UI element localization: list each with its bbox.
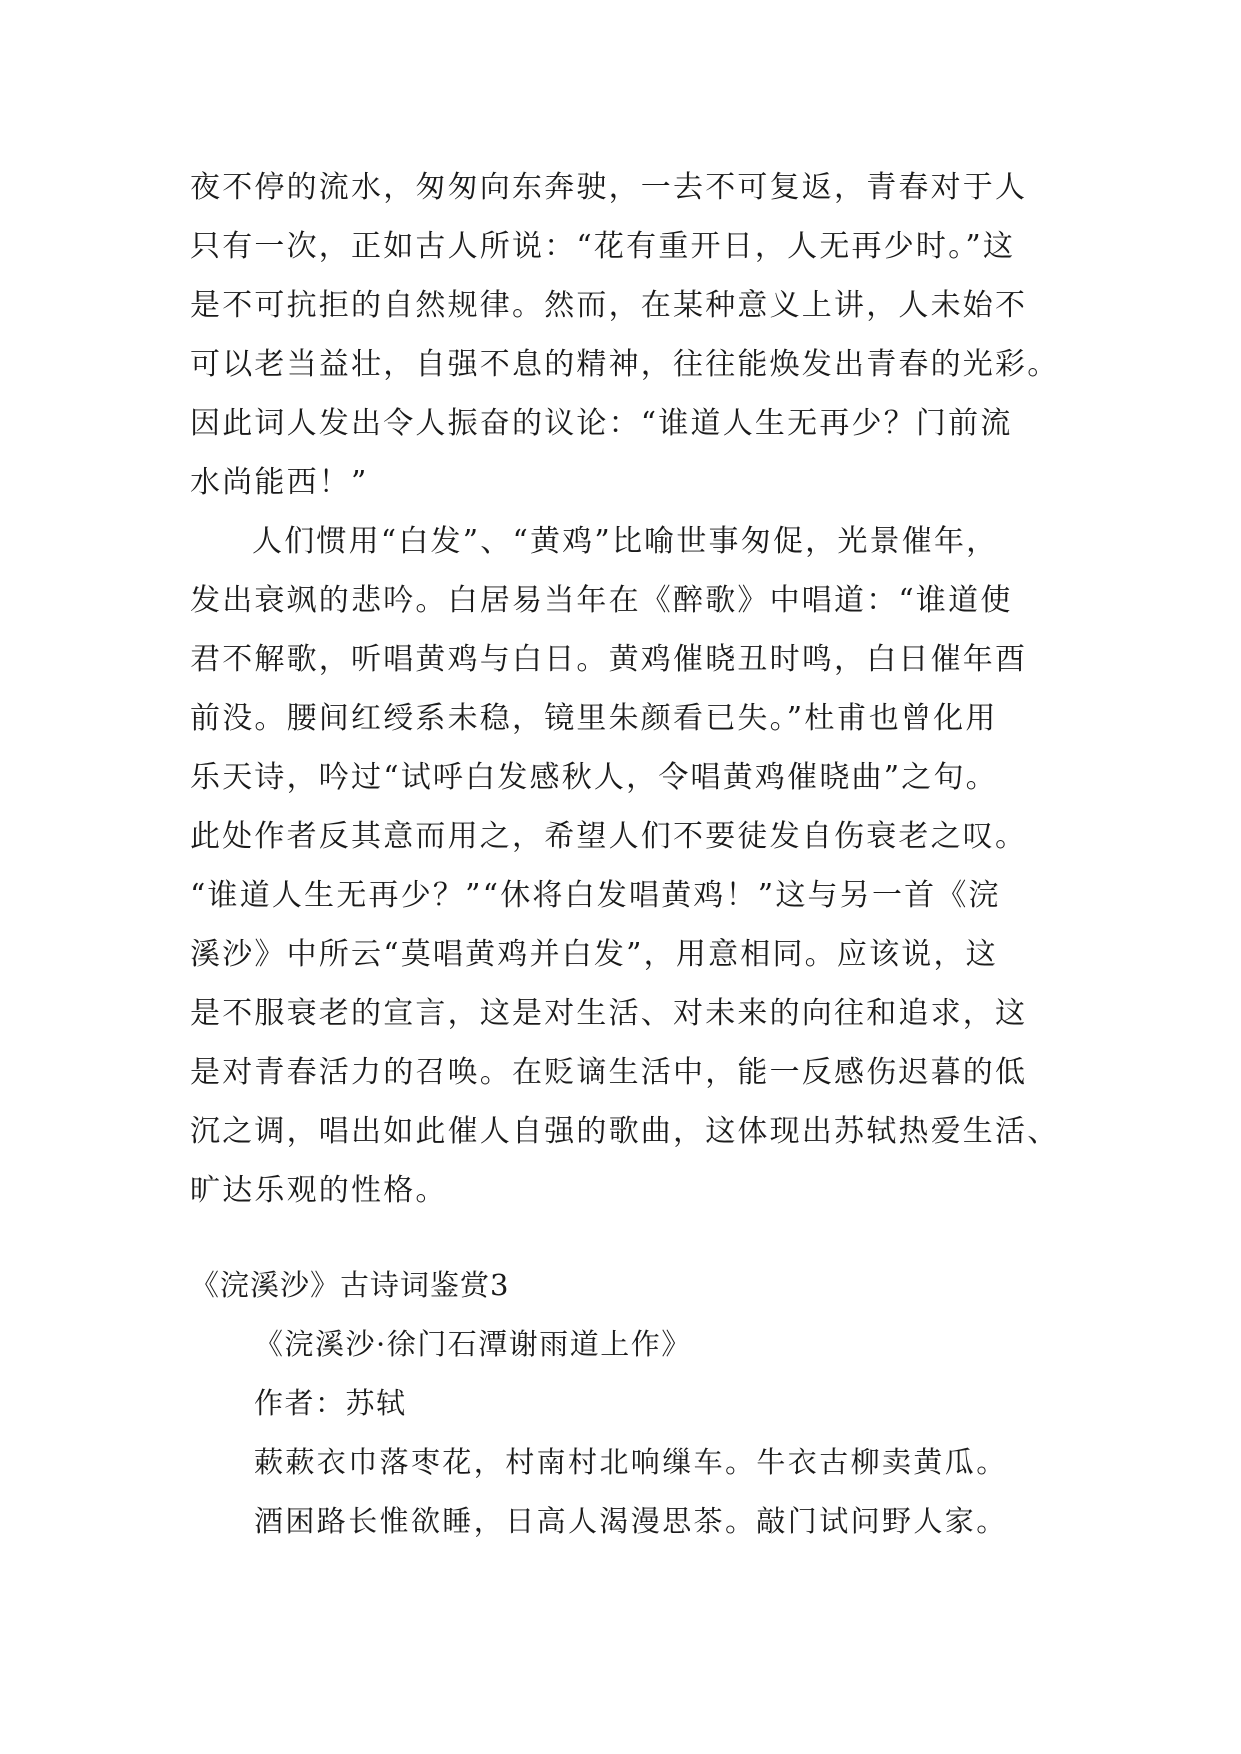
text-line: 是不服衰老的宣言，这是对生活、对未来的向往和追求，这 xyxy=(190,996,1028,1031)
text-line: 夜不停的流水，匆匆向东奔驶，一去不可复返，青春对于人 xyxy=(190,170,1028,205)
text-line: 可以老当益壮，自强不息的精神，往往能焕发出青春的光彩。 xyxy=(190,347,1060,382)
text-line: 因此词人发出令人振奋的议论：“谁道人生无再少？门前流 xyxy=(190,406,1013,441)
text-line: 沉之调，唱出如此催人自强的歌曲，这体现出苏轼热爱生活、 xyxy=(190,1114,1060,1149)
section-title: 《浣溪沙》古诗词鉴赏3 xyxy=(190,1268,510,1302)
poem-line: 蔌蔌衣巾落枣花，村南村北响缫车。牛衣古柳卖黄瓜。 xyxy=(254,1445,1008,1479)
text-line: 溪沙》中所云“莫唱黄鸡并白发”，用意相同。应该说，这 xyxy=(190,937,998,972)
poem-line: 酒困路长惟欲睡，日高人渴漫思茶。敲门试问野人家。 xyxy=(254,1504,1008,1538)
text-line: 君不解歌，听唱黄鸡与白日。黄鸡催晓丑时鸣，白日催年酉 xyxy=(190,642,1028,677)
poem-section xyxy=(190,1256,1090,1551)
body-text xyxy=(190,158,1060,1220)
text-line: 乐天诗，吟过“试呼白发感秋人，令唱黄鸡催晓曲”之句。 xyxy=(190,760,998,795)
text-line: 是不可抗拒的自然规律。然而，在某种意义上讲，人未始不 xyxy=(190,288,1028,323)
text-line: “谁道人生无再少？”“休将白发唱黄鸡！”这与另一首《浣 xyxy=(190,878,1001,913)
text-line-indented: 人们惯用“白发”、“黄鸡”比喻世事匆促，光景催年， xyxy=(252,524,999,559)
poem-title: 《浣溪沙·徐门石潭谢雨道上作》 xyxy=(254,1327,692,1361)
text-line: 发出衰飒的悲吟。白居易当年在《醉歌》中唱道：“谁道使 xyxy=(190,583,1013,618)
text-line: 是对青春活力的召唤。在贬谪生活中，能一反感伤迟暮的低 xyxy=(190,1055,1028,1090)
poem-author: 作者：苏轼 xyxy=(254,1386,407,1420)
text-line: 只有一次，正如古人所说：“花有重开日，人无再少时。”这 xyxy=(190,229,1016,264)
text-line: 前没。腰间红绶系未稳，镜里朱颜看已失。”杜甫也曾化用 xyxy=(190,701,998,736)
paragraph-continued xyxy=(190,158,1060,512)
text-line: 旷达乐观的性格。 xyxy=(190,1173,448,1208)
text-line: 水尚能西！” xyxy=(190,465,369,500)
text-line: 此处作者反其意而用之，希望人们不要徒发自伤衰老之叹。 xyxy=(190,819,1028,854)
paragraph xyxy=(190,512,1060,1220)
